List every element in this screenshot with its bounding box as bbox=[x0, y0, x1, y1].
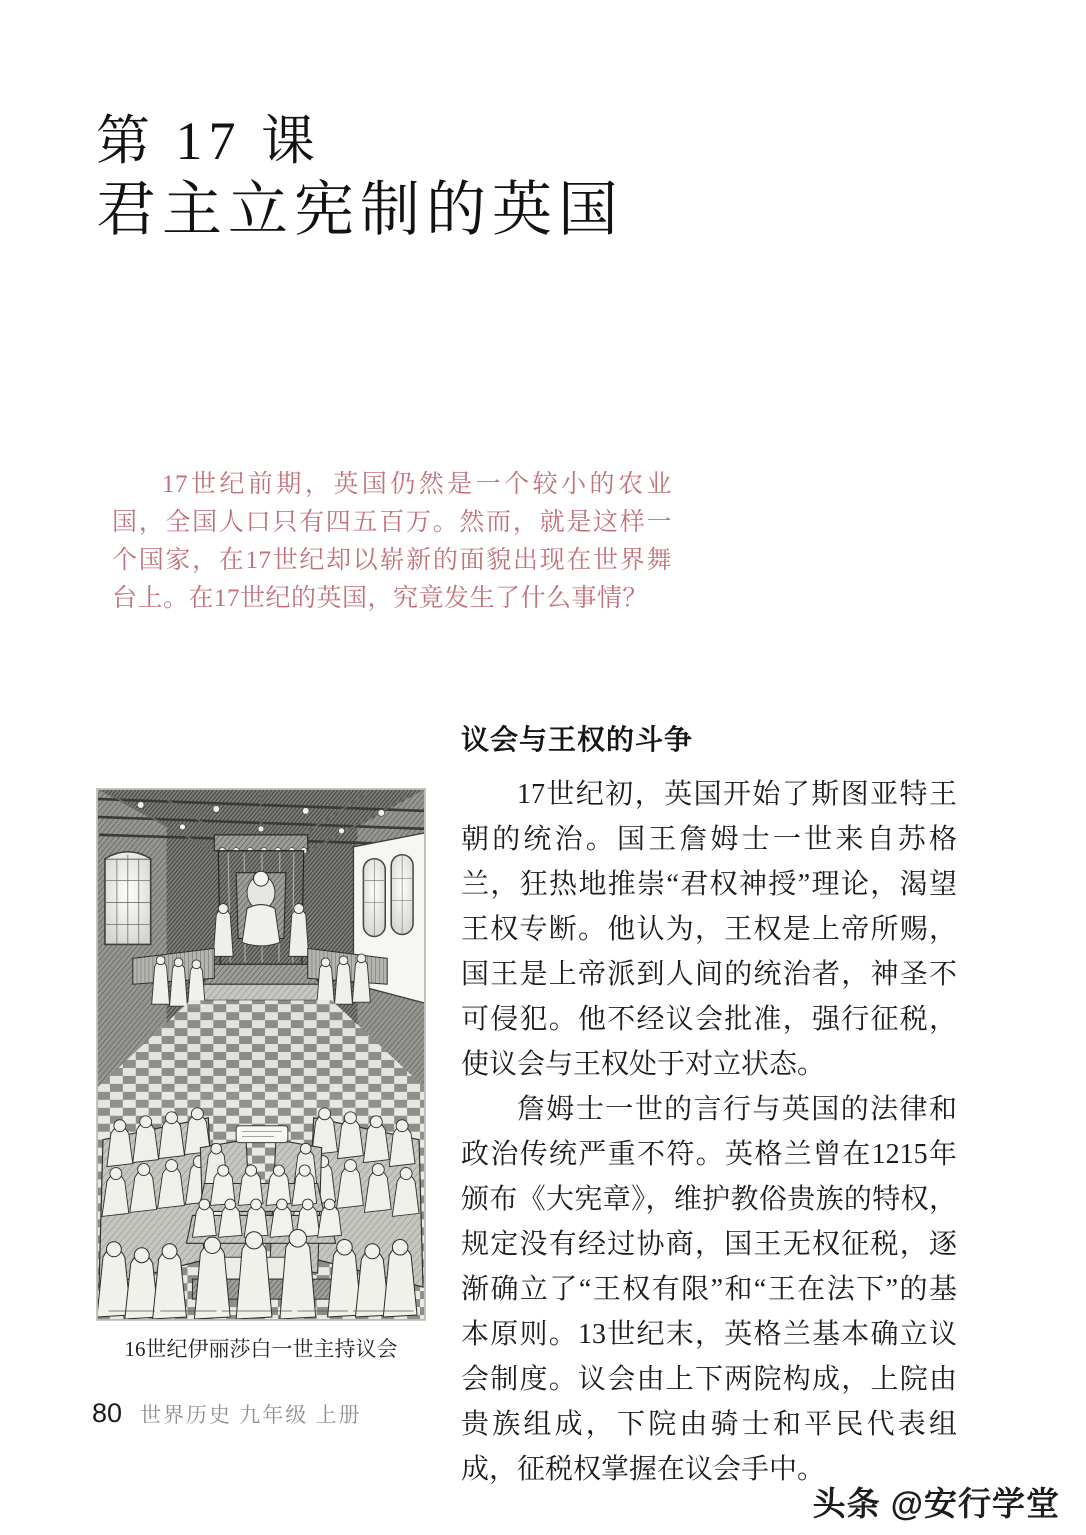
engraving-illustration bbox=[96, 788, 426, 1321]
book-info-label: 世界历史 九年级 上册 bbox=[140, 1403, 362, 1427]
body-paragraph-1: 17世纪初，英国开始了斯图亚特王朝的统治。国王詹姆士一世来自苏格兰，狂热地推崇“君权神授”理论，渴望王权专断。他认为，王权是上帝所赐，国王是上帝派到人间的统治者，神圣不可侵犯。他不经议会批准，强行征税，使议会与王权处于对立状态。 bbox=[461, 779, 957, 1080]
page-footer bbox=[92, 1398, 362, 1429]
section-heading: 议会与王权的斗争 bbox=[461, 724, 694, 755]
main-text-column bbox=[461, 722, 957, 1492]
lesson-introduction bbox=[112, 466, 672, 618]
introduction-text: 17世纪前期，英国仍然是一个较小的农业国，全国人口只有四五百万。然而，就是这样一个国家，在17世纪却以崭新的面貌出现在世界舞台上。在17世纪的英国，究竟发生了什么事情？ bbox=[112, 471, 672, 612]
page-number: 80 bbox=[92, 1398, 123, 1428]
page-title bbox=[96, 108, 796, 246]
figure-parliament-engraving bbox=[96, 788, 426, 1363]
watermark: 头条 @安行学堂 bbox=[812, 1485, 1060, 1522]
lesson-name-label: 君主立宪制的英国 bbox=[96, 177, 624, 243]
body-paragraph-2: 詹姆士一世的言行与英国的法律和政治传统严重不符。英格兰曾在1215年颁布《大宪章》，维护教俗贵族的特权，规定没有经过协商，国王无权征税，逐渐确立了“王权有限”和“王在法下”的基本原则。13世纪末，英格兰基本确立议会制度。议会由上下两院构成，上院由贵族组成，下院由骑士和平民代表组成，征税权掌握在议会手中。 bbox=[461, 1094, 957, 1485]
lesson-number-label: 第 17 课 bbox=[96, 111, 321, 171]
figure-caption: 16世纪伊丽莎白一世主持议会 bbox=[124, 1337, 398, 1361]
